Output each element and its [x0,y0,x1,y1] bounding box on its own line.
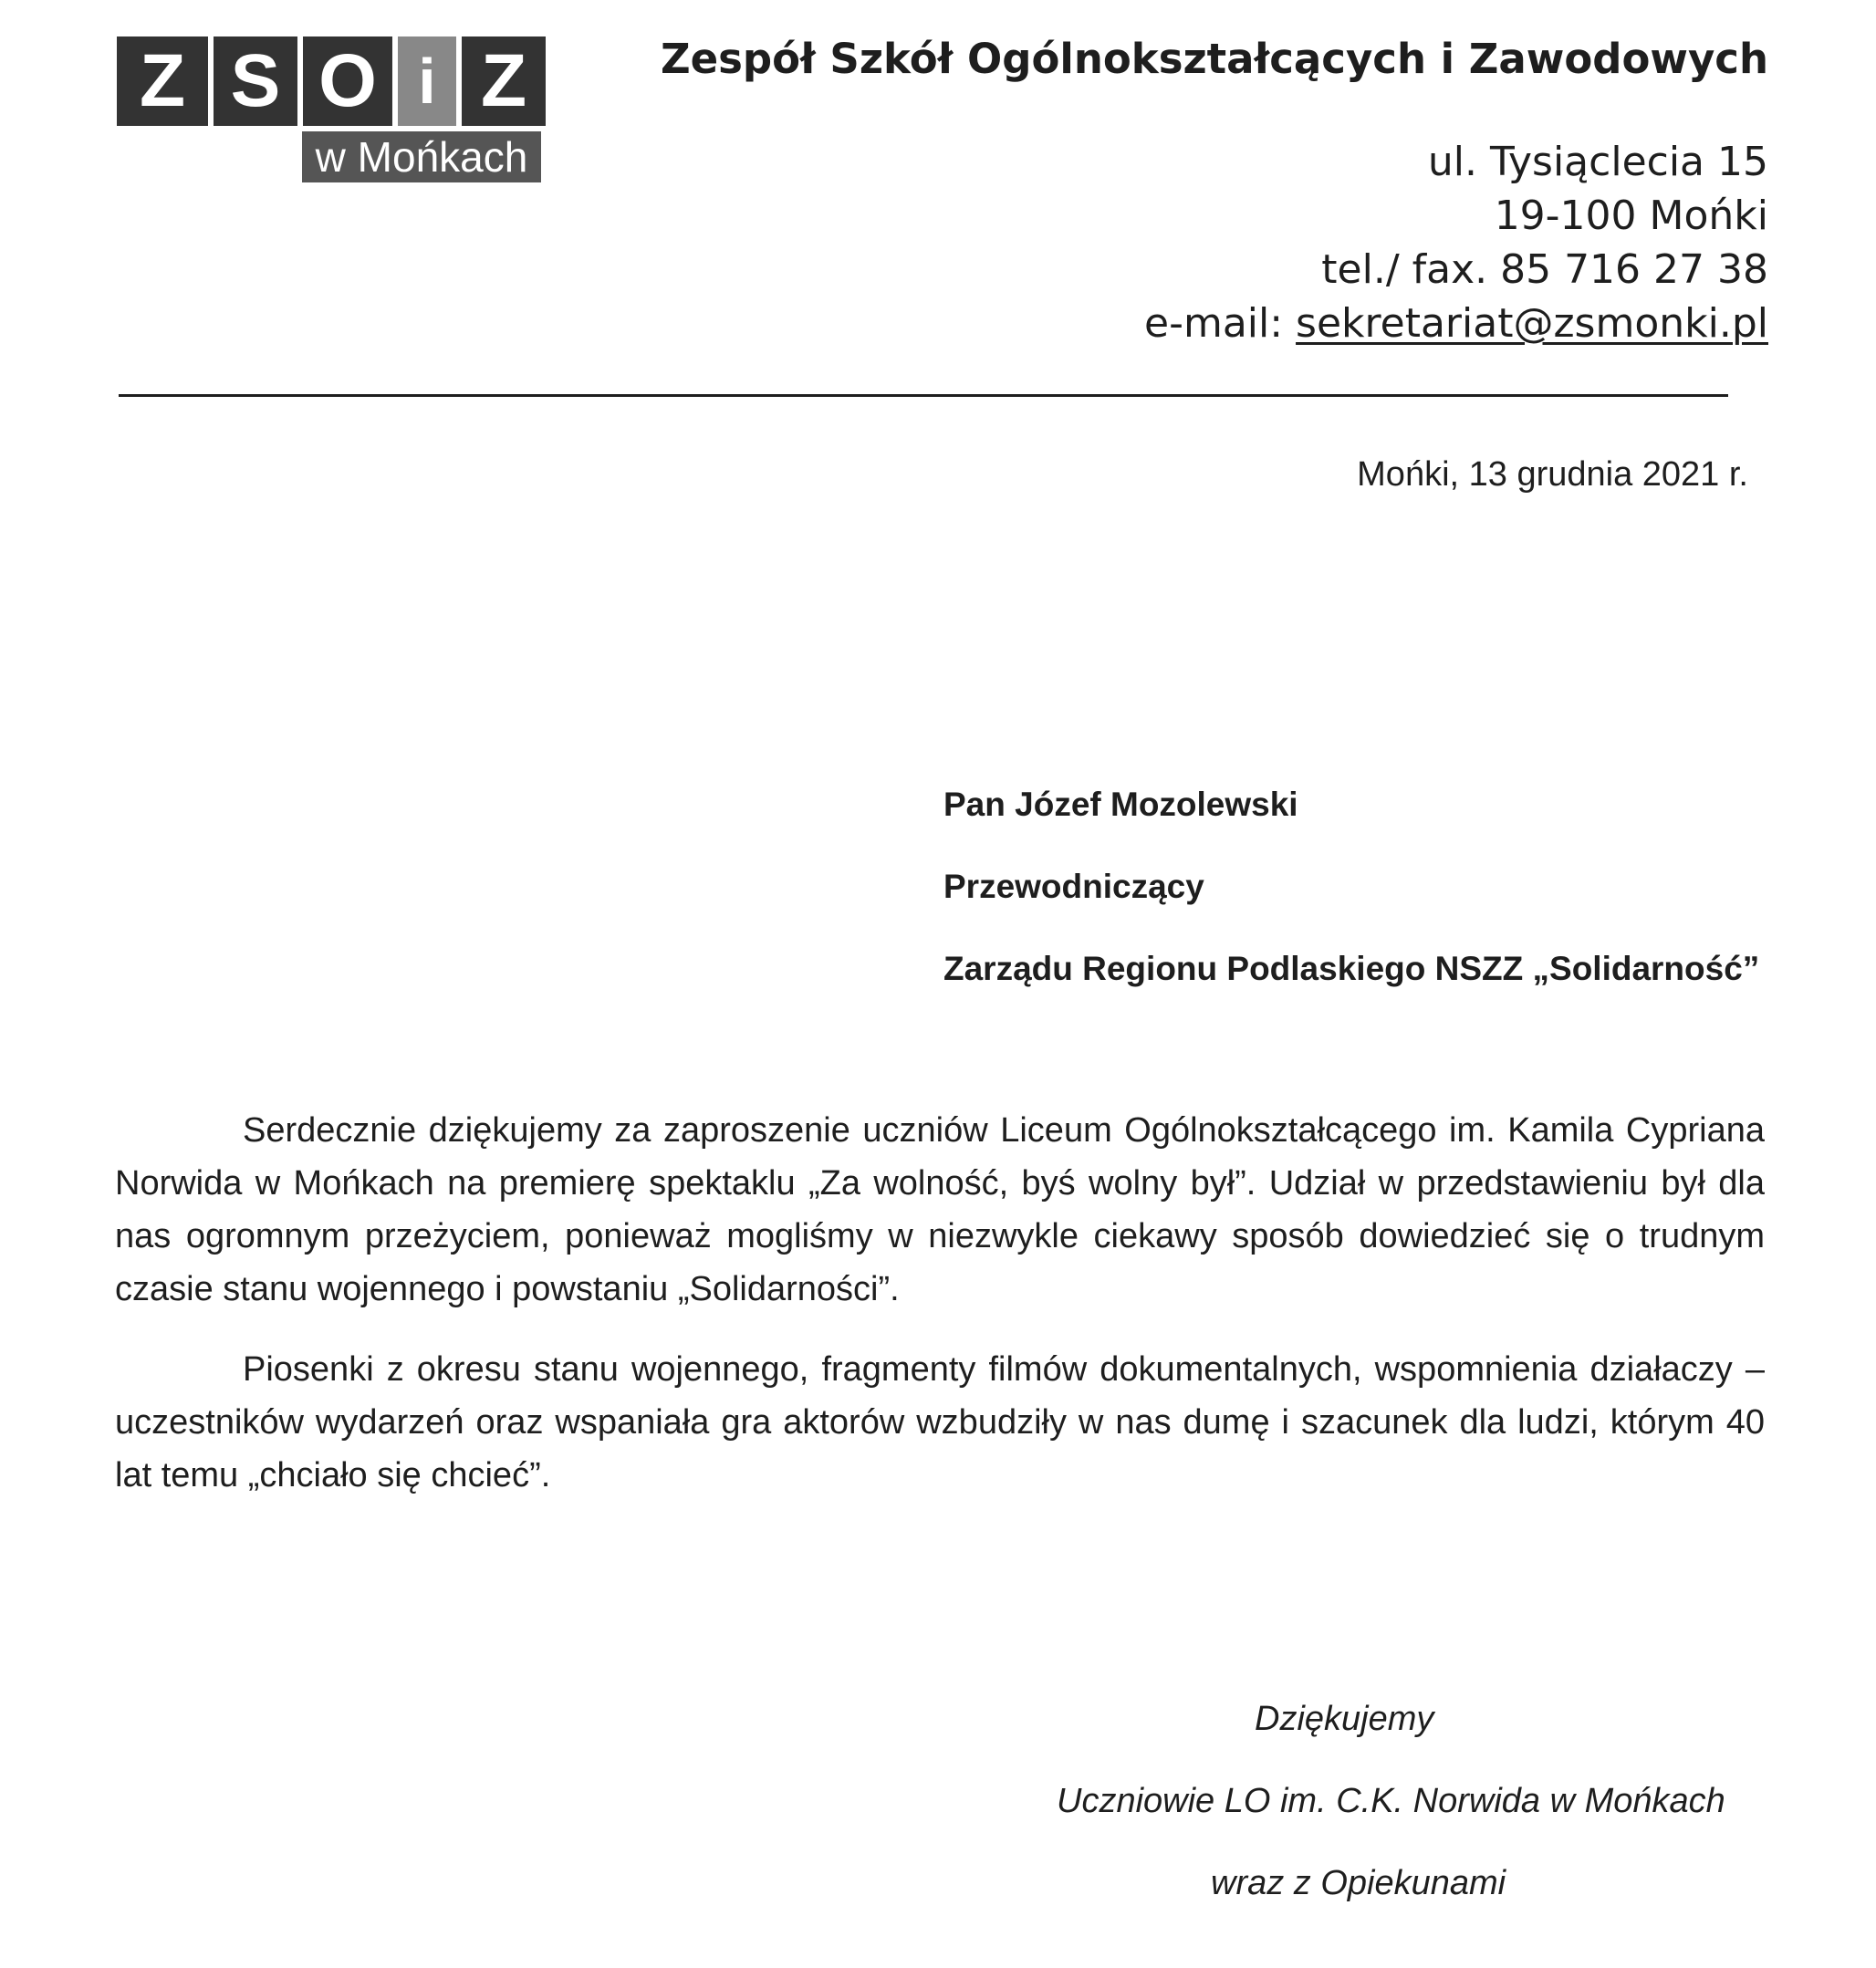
letter-date: Mońki, 13 grudnia 2021 r. [1357,455,1748,494]
address-block [821,135,1768,350]
street-address: ul. Tysiąclecia 15 [1427,139,1768,185]
logo-letter: i [398,36,456,126]
closing-signature: Uczniowie LO im. C.K. Norwida w Mońkach [1057,1782,1725,1820]
closing-thanks: Dziękujemy [1255,1700,1434,1738]
recipient-block [943,777,1759,1024]
email-link[interactable]: sekretariat@zsmonki.pl [1296,300,1768,347]
phone-fax: tel./ fax. 85 716 27 38 [1321,246,1768,293]
organization-name: Zespół Szkół Ogólnokształcących i Zawodowych [660,35,1768,83]
closing-block [912,1692,1750,1938]
body-paragraph: Serdecznie dziękujemy za zaproszenie uczniów Liceum Ogólnokształcącego im. Kamila Cypriana Norwida w Mońkach na premierę spektaklu „Za wolność, byś wolny był”. Udział w przedstawieniu był dla nas ogromnym przeżyciem, ponieważ mogliśmy w niezwykle ciekawy sposób dowiedzieć się o trudnym czasie stanu wojennego i powstaniu „Solidarności”. [115,1111,1765,1308]
logo-letter: Z [117,36,208,126]
logo-letter: O [303,36,392,126]
body-paragraph: Piosenki z okresu stanu wojennego, fragmenty filmów dokumentalnych, wspomnienia działaczy – uczestników wydarzeń oraz wspaniała gra aktorów wzbudziły w nas dumę i szacunek dla ludzi, którym 40 lat temu „chciało się chcieć”. [115,1350,1765,1494]
postal-city: 19-100 Mońki [1494,193,1768,239]
recipient-title: Przewodniczący [943,868,1204,905]
email-line [821,297,1768,350]
closing-with: wraz z Opiekunami [1211,1864,1506,1902]
letter-body [115,1104,1765,1529]
email-label: e-mail: [1144,300,1297,347]
recipient-organization: Zarządu Regionu Podlaskiego NSZZ „Solidarność” [943,950,1760,987]
logo-letter-tiles [117,36,546,126]
school-logo [117,36,546,184]
logo-letter: S [214,36,297,126]
logo-subtitle: w Mońkach [302,131,541,182]
header-divider [119,394,1728,397]
recipient-name: Pan Józef Mozolewski [943,786,1298,823]
logo-letter: Z [462,36,546,126]
